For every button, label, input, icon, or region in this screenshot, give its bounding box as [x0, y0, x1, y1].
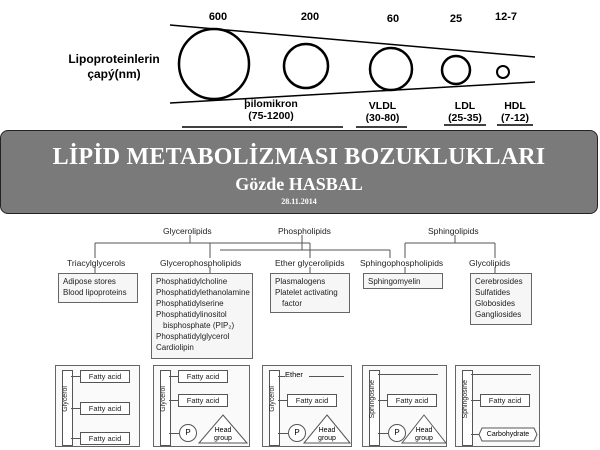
ether-glycerolipids-box: [270, 273, 350, 313]
class-range: (75-1200): [248, 110, 294, 122]
bond-line: [278, 376, 285, 377]
glycerophospholipids-box: [151, 273, 253, 359]
list-item: Sphingomyelin: [368, 277, 421, 286]
bond-line: [71, 408, 80, 409]
list-item: Cardiolipin: [156, 343, 194, 352]
fatty-acid-box: Fatty acid: [80, 370, 130, 383]
fatty-acid-box: Fatty acid: [287, 394, 337, 407]
list-item: factor: [282, 299, 303, 308]
size-label: 60: [386, 13, 400, 25]
ether-chain-line: [309, 376, 344, 377]
backbone-label: Sphingosine: [462, 380, 469, 419]
list-item: Phosphatidylserine: [156, 299, 224, 308]
head-group-label: Head group: [318, 427, 336, 442]
phosphate-circle: P: [179, 424, 197, 442]
head-group-label: Head group: [415, 427, 433, 442]
list-item: Phosphatidylinositol: [156, 310, 227, 319]
bond-line: [169, 400, 178, 401]
list-item: Globosides: [475, 299, 516, 308]
bond-line: [278, 400, 287, 401]
backbone-label: Sphingosine: [369, 380, 376, 419]
diameter-axis-label: Lipoproteinlerin çapý(nm): [68, 52, 160, 81]
sphingophospholipids-box: [363, 273, 443, 289]
carbohydrate-label: Carbohydrate: [486, 431, 530, 438]
header-sphingophospholipids: Sphingophospholipids: [360, 258, 444, 268]
list-item: Blood lipoproteins: [63, 288, 127, 297]
sphingosine-chain-line: [471, 374, 531, 375]
glycolipids-box: [470, 273, 532, 325]
class-name: HDL: [504, 100, 526, 112]
list-item: Phosphatidylethanolamine: [156, 288, 250, 297]
fatty-acid-box: Fatty acid: [178, 394, 228, 407]
list-item: Phosphatidylglycerol: [156, 332, 230, 341]
schema-glycolipid: [455, 365, 540, 447]
size-label: 12-7: [494, 11, 518, 23]
phosphate-circle: P: [288, 424, 306, 442]
bond-line: [71, 438, 80, 439]
list-item: bisphosphate (PIP₂): [163, 321, 235, 330]
header-triacylglycerols: Triacylglycerols: [67, 258, 126, 268]
size-label: 600: [208, 11, 228, 23]
class-name: VLDL: [368, 100, 397, 112]
bond-line: [378, 433, 388, 434]
header-glycolipids: Glycolipids: [469, 258, 511, 268]
list-item: Adipose stores: [63, 277, 116, 286]
schema-sphingophospholipid: [362, 365, 447, 447]
bond-line: [471, 400, 480, 401]
fatty-acid-box: Fatty acid: [80, 432, 130, 445]
presentation-date: 28.11.2014: [281, 197, 317, 206]
schema-glycerophospholipid: [153, 365, 250, 447]
list-item: Platelet activating: [275, 288, 338, 297]
presentation-title: LİPİD METABOLİZMASI BOZUKLUKLARI: [52, 144, 546, 170]
fatty-acid-box: Fatty acid: [387, 394, 437, 407]
fatty-acid-box: Fatty acid: [80, 402, 130, 415]
ether-label: Ether: [285, 370, 303, 379]
class-name: LDL: [454, 100, 476, 112]
class-range: (7-12): [500, 112, 529, 124]
bond-line: [71, 376, 80, 377]
list-item: Sulfatides: [475, 288, 511, 297]
header-ether-glycerolipids: Ether glycerolipids: [275, 258, 345, 268]
backbone-label: Glycerol: [62, 386, 69, 412]
fatty-acid-box: Fatty acid: [480, 394, 530, 407]
schema-ether-glycerolipid: [262, 365, 352, 447]
triacylglycerols-box: [58, 273, 138, 303]
bond-line: [169, 433, 179, 434]
list-item: Plasmalogens: [275, 277, 326, 286]
backbone-label: Glycerol: [269, 386, 276, 412]
bond-line: [278, 433, 288, 434]
list-item: Cerebrosides: [475, 277, 523, 286]
class-range: (30-80): [365, 112, 400, 124]
head-group-label: Head group: [214, 427, 232, 442]
header-glycerophospholipids: Glycerophospholipids: [160, 258, 242, 268]
fatty-acid-box: Fatty acid: [178, 370, 228, 383]
phosphate-circle: P: [388, 424, 406, 442]
size-label: 200: [300, 11, 320, 23]
header-sphingolipids: Sphingolipids: [428, 226, 479, 236]
size-label: 25: [449, 13, 463, 25]
class-name: þilomikron: [244, 98, 298, 110]
sphingosine-chain-line: [378, 374, 438, 375]
list-item: Gangliosides: [475, 310, 522, 319]
backbone-label: Glycerol: [160, 386, 167, 412]
header-glycerolipids: Glycerolipids: [163, 226, 212, 236]
header-phospholipids: Phospholipids: [278, 226, 331, 236]
list-item: Phosphatidylcholine: [156, 277, 228, 286]
bond-line: [169, 376, 178, 377]
schema-triacylglycerol: [55, 365, 140, 447]
class-range: (25-35): [448, 112, 482, 124]
bond-line: [378, 400, 387, 401]
author-name: Gözde HASBAL: [235, 174, 363, 194]
